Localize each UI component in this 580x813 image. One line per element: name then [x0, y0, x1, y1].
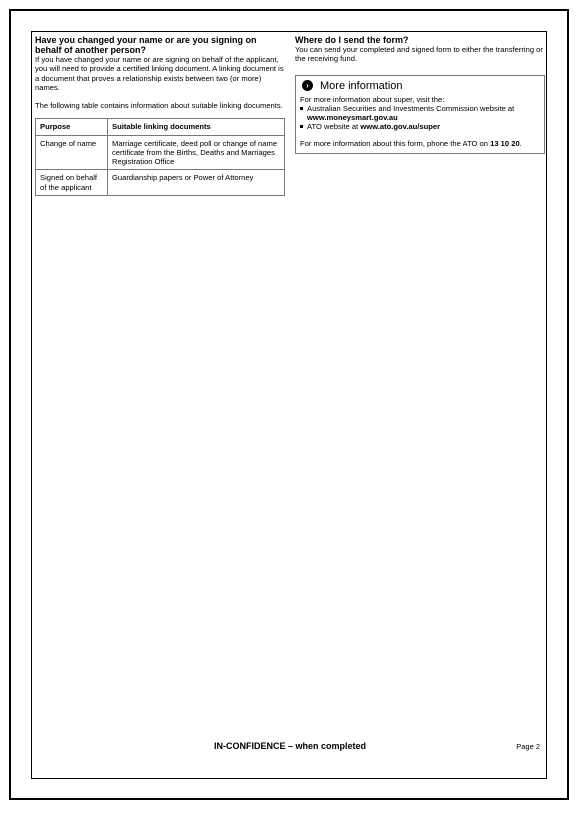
table-cell-purpose: Signed on behalf of the applicant	[36, 170, 108, 195]
list-item	[300, 122, 540, 131]
send-form-heading: Where do I send the form?	[295, 35, 409, 45]
more-information-title: More information	[320, 79, 403, 92]
table-cell-documents: Guardianship papers or Power of Attorney	[108, 170, 285, 195]
list-item	[300, 104, 540, 123]
table-cell-purpose: Change of name	[36, 135, 108, 170]
right-column	[295, 35, 545, 154]
table-header-row	[36, 119, 285, 135]
send-form-paragraph: You can send your completed and signed form to either the transferring or the receiving fund.	[295, 45, 543, 64]
table-intro-paragraph: The following table contains information about suitable linking documents.	[35, 101, 283, 111]
more-information-intro: For more information about super, visit the:	[300, 94, 445, 104]
table-row	[36, 135, 285, 170]
asic-text: Australian Securities and Investments Commission website at	[307, 103, 515, 113]
table-cell-documents: Marriage certificate, deed poll or change of name certificate from the Births, Deaths and Marriages Registration Office	[108, 135, 285, 170]
confidentiality-footer: IN-CONFIDENCE – when completed	[213, 741, 366, 751]
phone-paragraph	[300, 139, 540, 148]
phone-text: For more information about this form, phone the ATO on	[300, 138, 488, 148]
table-row	[36, 170, 285, 195]
table-header-purpose: Purpose	[36, 119, 108, 135]
left-column	[35, 35, 285, 196]
name-change-paragraph: If you have changed your name or are signing on behalf of the applicant, you will need to provide a certified linking document. A linking document is a document that proves a relationship exists between two (or more) names.	[35, 55, 284, 92]
more-information-header	[300, 80, 540, 92]
ato-super-link[interactable]: www.ato.gov.au/super	[360, 122, 441, 132]
page-number: Page 2	[516, 742, 540, 751]
chevron-right-icon: ›	[302, 80, 313, 91]
more-information-box	[295, 75, 545, 154]
phone-number: 13 10 20	[490, 138, 520, 148]
moneysmart-link[interactable]: www.moneysmart.gov.au	[307, 113, 398, 123]
name-change-heading: Have you changed your name or are you signing on behalf of another person?	[35, 35, 257, 55]
ato-text: ATO website at	[307, 122, 359, 132]
resource-list	[300, 104, 540, 132]
linking-documents-table	[35, 118, 285, 195]
phone-end: .	[519, 138, 522, 148]
table-header-documents: Suitable linking documents	[108, 119, 285, 135]
